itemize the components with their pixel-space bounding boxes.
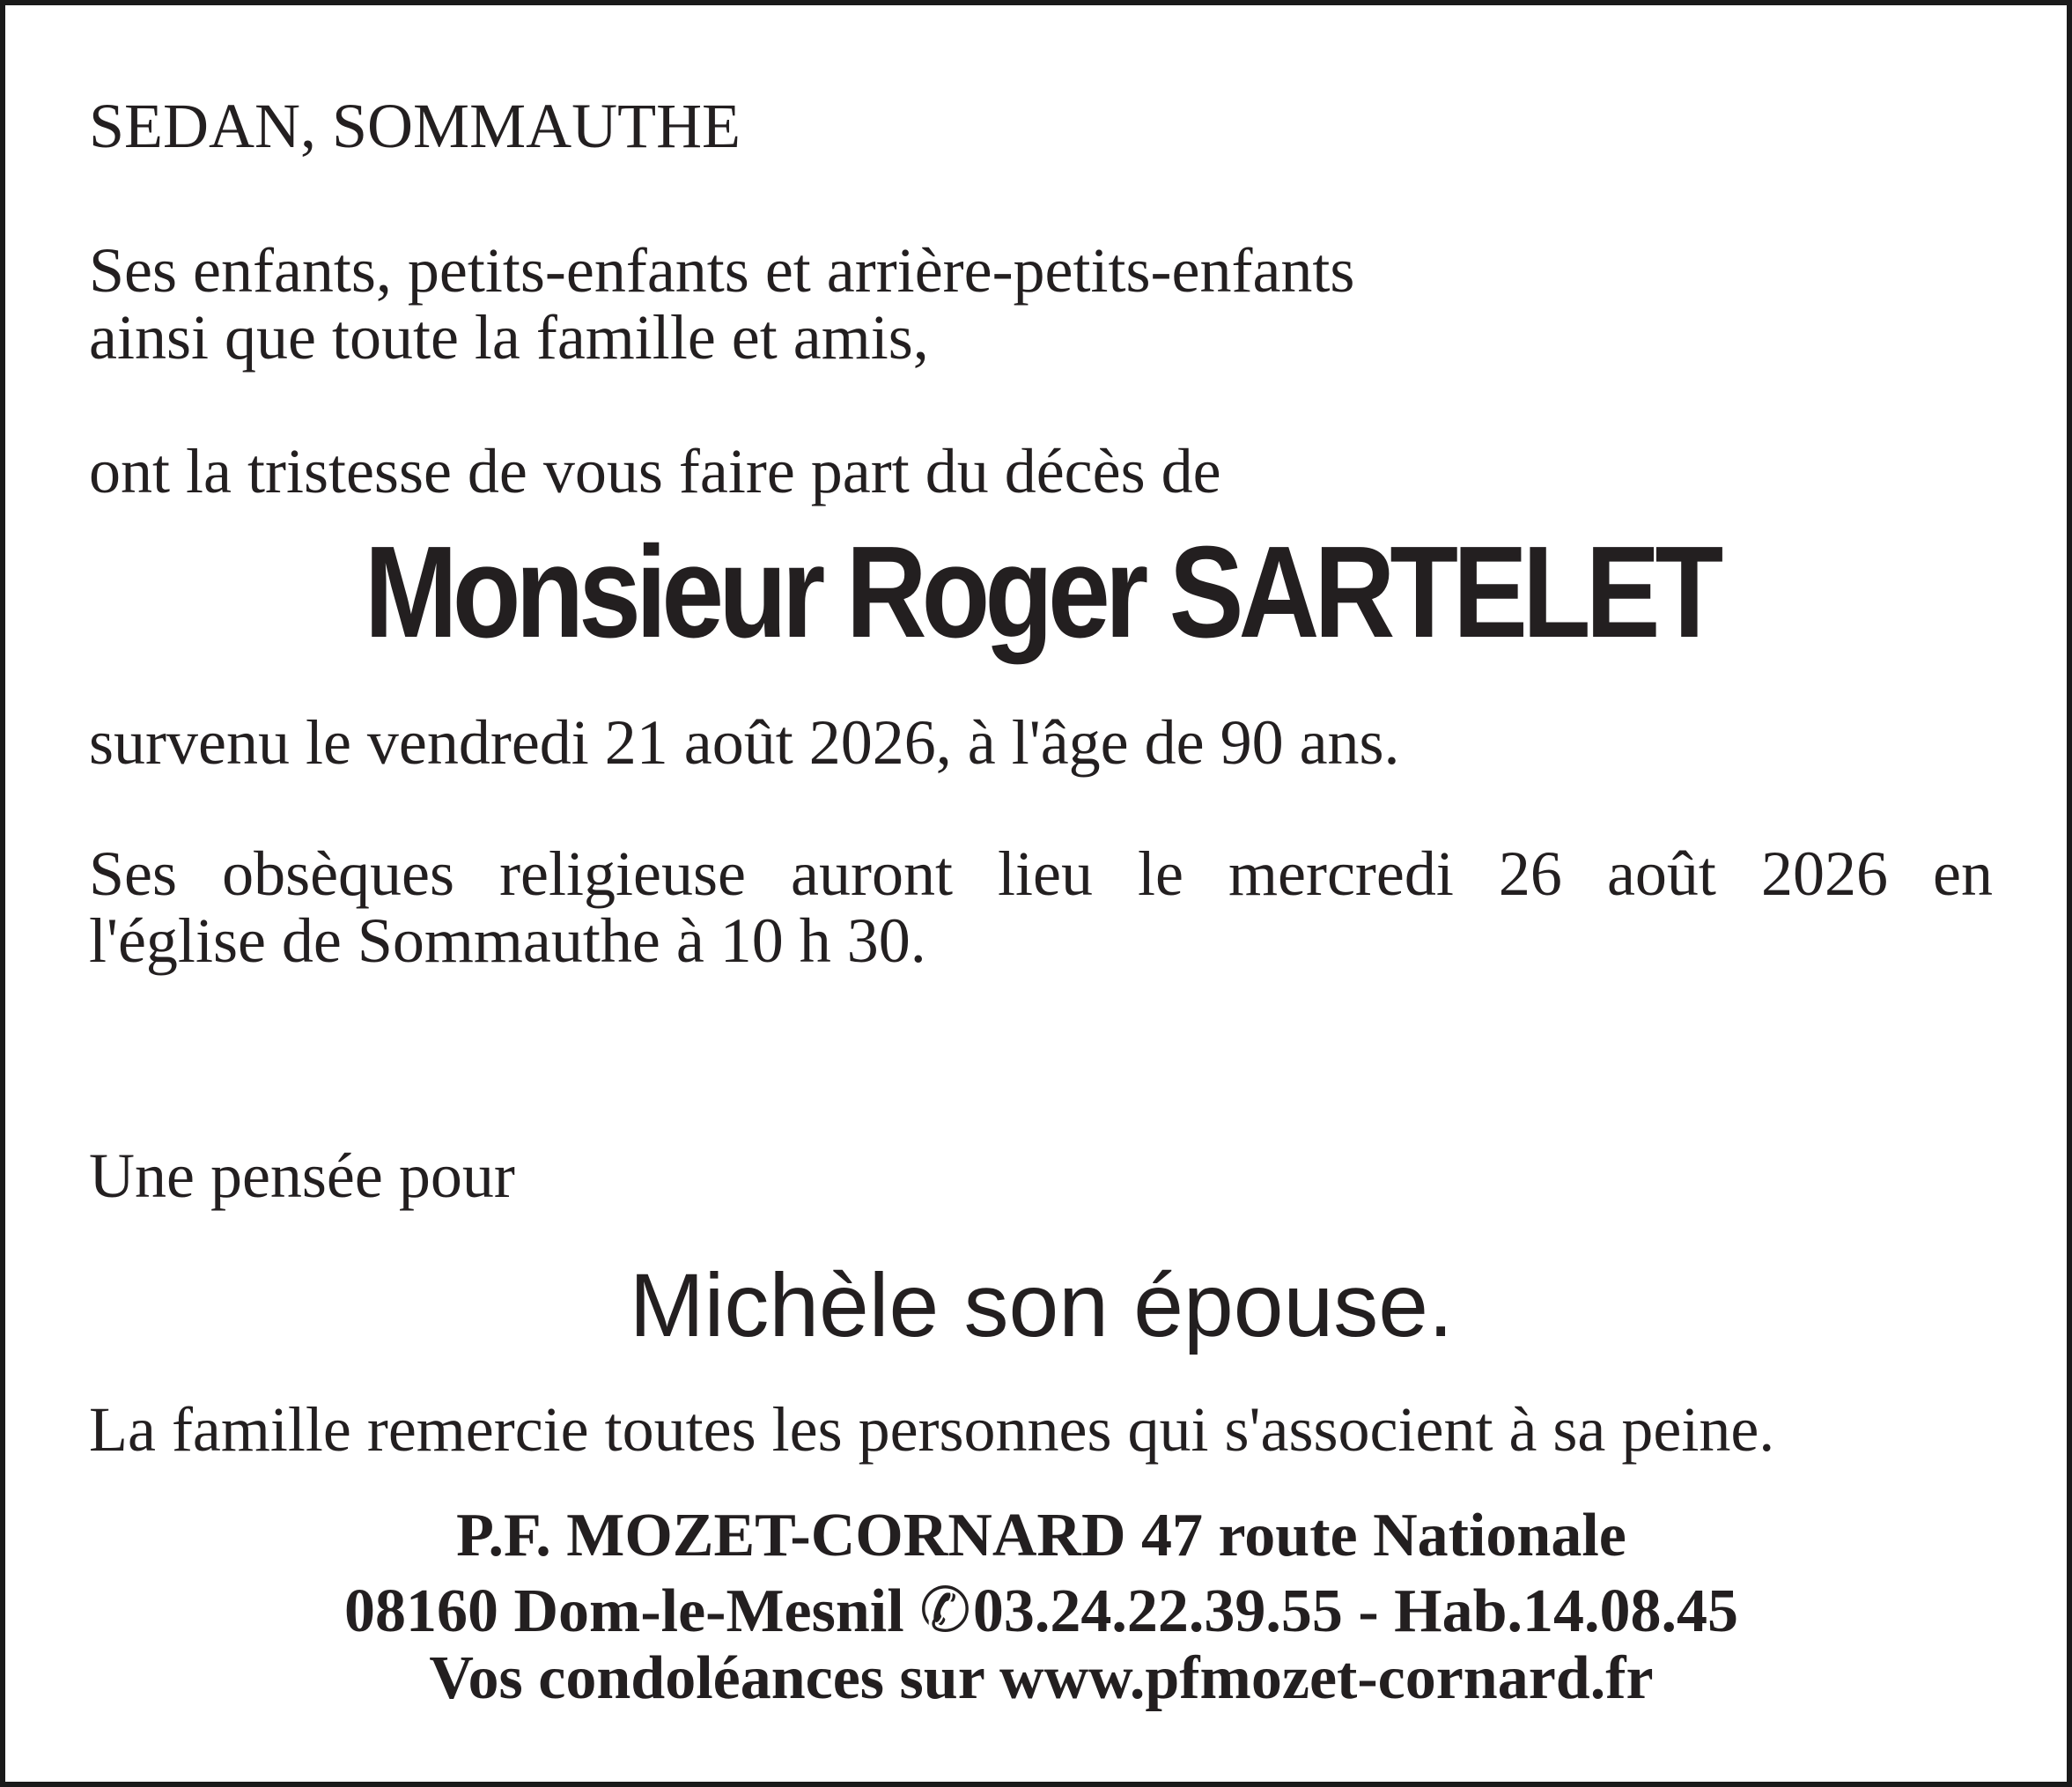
thought-intro: Une pensée pour <box>89 1141 515 1211</box>
location-heading: SEDAN, SOMMAUTHE <box>89 91 741 161</box>
deceased-name: Monsieur Roger SARTELET <box>364 520 1719 665</box>
funeral-home-address: 08160 Dom-le-Mesnil <box>343 1577 904 1645</box>
funeral-line-2: l'église de Sommauthe à 10 h 30. <box>89 905 926 976</box>
funeral-details <box>89 840 1993 974</box>
family-line-2: ainsi que toute la famille et amis, <box>89 302 929 373</box>
funeral-line-1: Ses obsèques religieuse auront lieu le mercredi 26 août 2026 en <box>89 838 1993 909</box>
funeral-home-contact <box>5 1578 2072 1645</box>
condolences-website: Vos condoléances sur www.pfmozet-cornard.fr <box>429 1644 1654 1712</box>
family-thanks: La famille remercie toutes les personnes qui s'associent à sa peine. <box>89 1394 1775 1465</box>
announcement-intro: ont la tristesse de vous faire part du décès de <box>89 436 1221 506</box>
spouse-name: Michèle son épouse. <box>629 1255 1454 1355</box>
family-line-1: Ses enfants, petits-enfants et arrière-petits-enfants <box>89 235 1355 306</box>
funeral-home-phone: 03.24.22.39.55 - Hab.14.08.45 <box>972 1577 1739 1645</box>
death-date-line: survenu le vendredi 21 août 2026, à l'âge de 90 ans. <box>89 707 1400 778</box>
funeral-home-name: P.F. MOZET-CORNARD 47 route Nationale <box>456 1502 1626 1569</box>
telephone-icon: ✆ <box>919 1577 971 1645</box>
